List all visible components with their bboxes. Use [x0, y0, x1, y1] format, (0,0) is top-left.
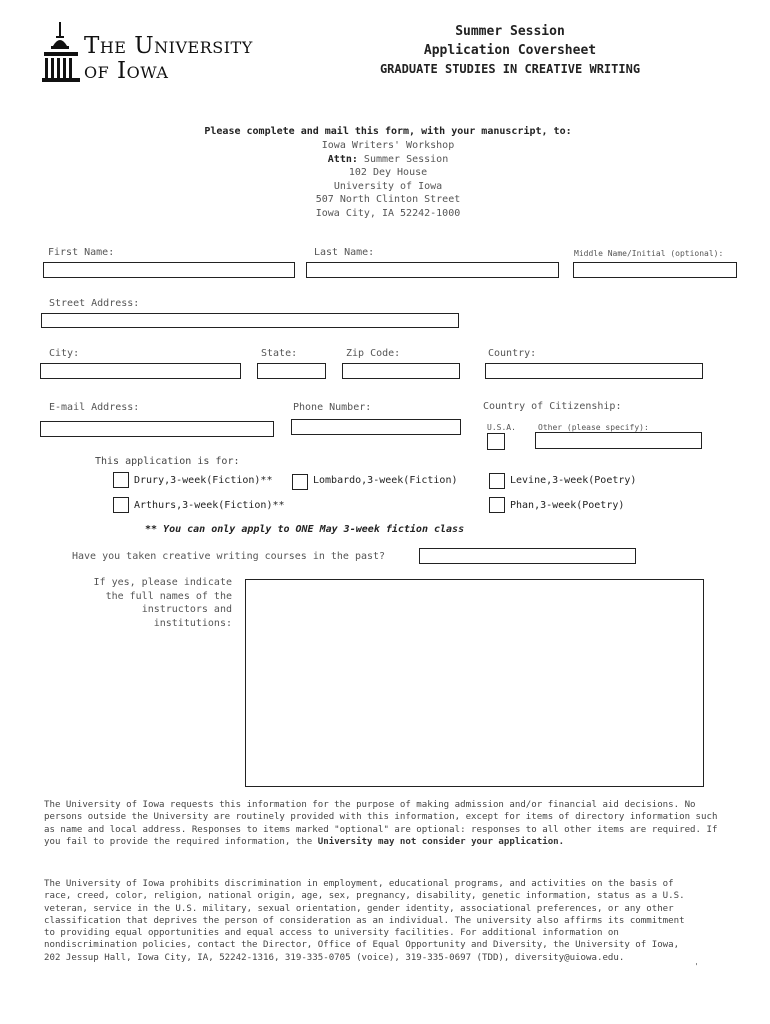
prompt-line-1: If yes, please indicate — [93, 577, 232, 588]
title-graduate-studies: GRADUATE STUDIES IN CREATIVE WRITING — [379, 62, 641, 76]
drury-checkbox[interactable] — [113, 472, 129, 488]
citizenship-label: Country of Citizenship: — [483, 401, 622, 412]
other-label: Other (please specify): — [538, 423, 649, 432]
instructors-prompt — [70, 576, 232, 630]
prompt-line-2: the full names of the — [105, 590, 232, 602]
privacy-text: The University of Iowa requests this information for the purpose of making admission and/or financial aid decisions. No persons outside the University are routinely provided with this information, except for items of directory information such as name and local address. Responses to items marked "optional" are optional: responses to all other items are required. If you fail to provide the required information, the — [44, 800, 718, 847]
country-label: Country: — [488, 348, 537, 359]
application-for-label: This application is for: — [95, 456, 240, 467]
old-capitol-icon — [42, 22, 82, 84]
nondiscrimination-statement: The University of Iowa prohibits discrimination in employment, educational programs, and activities on the basis of race, creed, color, religion, national origin, age, sex, pregnancy, disability, genetic information, status as a U.S. veteran, service in the U.S. military, sexual orientation, gender identity, associational preferences, or any other classification that deprives the person of consideration as an individual. The university also affirms its commitment to providing equal opportunities and equal access to university facilities. For additional information on nondiscrimination policies, contact the Director, Office of Equal Opportunity and Diversity, the University of Iowa, 202 Jessup Hall, Iowa City, IA, 52242-1316, 319-335-0705 (voice), 319-335-0697 (TDD), diversity@uiowa.edu. — [44, 879, 685, 963]
address-city: Iowa City, IA 52242-1000 — [315, 207, 461, 219]
last-name-field[interactable] — [306, 262, 559, 278]
footer-mark: ' — [694, 962, 699, 971]
usa-label: U.S.A. — [487, 423, 516, 432]
city-field[interactable] — [40, 363, 241, 379]
phan-option-label: Phan,3-week(Poetry) — [510, 500, 625, 511]
city-label: City: — [49, 348, 80, 359]
levine-checkbox[interactable] — [489, 473, 505, 489]
arthurs-option-label: Arthurs,3-week(Fiction)** — [134, 500, 285, 511]
instructors-textarea[interactable] — [245, 579, 704, 787]
address-building: 102 Dey House — [348, 167, 428, 179]
privacy-statement — [44, 799, 726, 848]
state-field[interactable] — [257, 363, 326, 379]
last-name-label: Last Name: — [314, 247, 375, 258]
university-logo — [42, 22, 262, 86]
usa-checkbox[interactable] — [487, 433, 505, 450]
middle-name-field[interactable] — [573, 262, 737, 278]
email-field[interactable] — [40, 421, 274, 437]
one-class-note: ** You can only apply to ONE May 3-week fiction class — [145, 524, 465, 535]
prompt-line-3: instructors and — [141, 604, 232, 615]
address-street: 507 North Clinton Street — [315, 194, 461, 206]
zip-label: Zip Code: — [346, 348, 401, 359]
zip-field[interactable] — [342, 363, 460, 379]
courses-question: Have you taken creative writing courses in the past? — [72, 551, 386, 562]
address-org: Iowa Writers' Workshop — [321, 140, 455, 151]
other-citizenship-field[interactable] — [535, 432, 702, 449]
lombardo-option-label: Lombardo,3-week(Fiction) — [313, 475, 458, 486]
country-field[interactable] — [485, 363, 703, 379]
attn-label: Attn: — [327, 153, 358, 165]
drury-option-label: Drury,3-week(Fiction)** — [134, 475, 273, 486]
title-application-coversheet: Application Coversheet — [423, 43, 597, 58]
first-name-field[interactable] — [43, 262, 295, 278]
privacy-bold: University may not consider your application. — [317, 836, 565, 847]
address-university: University of Iowa — [333, 180, 443, 192]
courses-answer-field[interactable] — [419, 548, 636, 564]
arthurs-checkbox[interactable] — [113, 497, 129, 513]
title-summer-session: Summer Session — [455, 24, 565, 39]
address-attn — [230, 153, 546, 167]
mailing-address — [230, 139, 546, 221]
levine-option-label: Levine,3-week(Poetry) — [510, 475, 637, 486]
logo-line1: The University — [84, 33, 253, 59]
street-address-field[interactable] — [41, 313, 459, 328]
first-name-label: First Name: — [48, 247, 115, 258]
phone-label: Phone Number: — [293, 402, 372, 413]
attn-value: Summer Session — [363, 153, 449, 165]
phan-checkbox[interactable] — [489, 497, 505, 513]
prompt-line-4: institutions: — [153, 617, 232, 629]
lombardo-checkbox[interactable] — [292, 474, 308, 490]
middle-name-label: Middle Name/Initial (optional): — [574, 249, 724, 258]
mailing-instruction: Please complete and mail this form, with your manuscript, to: — [204, 126, 572, 137]
phone-field[interactable] — [291, 419, 461, 435]
logo-line2: of Iowa — [84, 58, 169, 84]
state-label: State: — [261, 348, 298, 359]
street-address-label: Street Address: — [49, 298, 140, 309]
email-label: E-mail Address: — [49, 402, 140, 413]
